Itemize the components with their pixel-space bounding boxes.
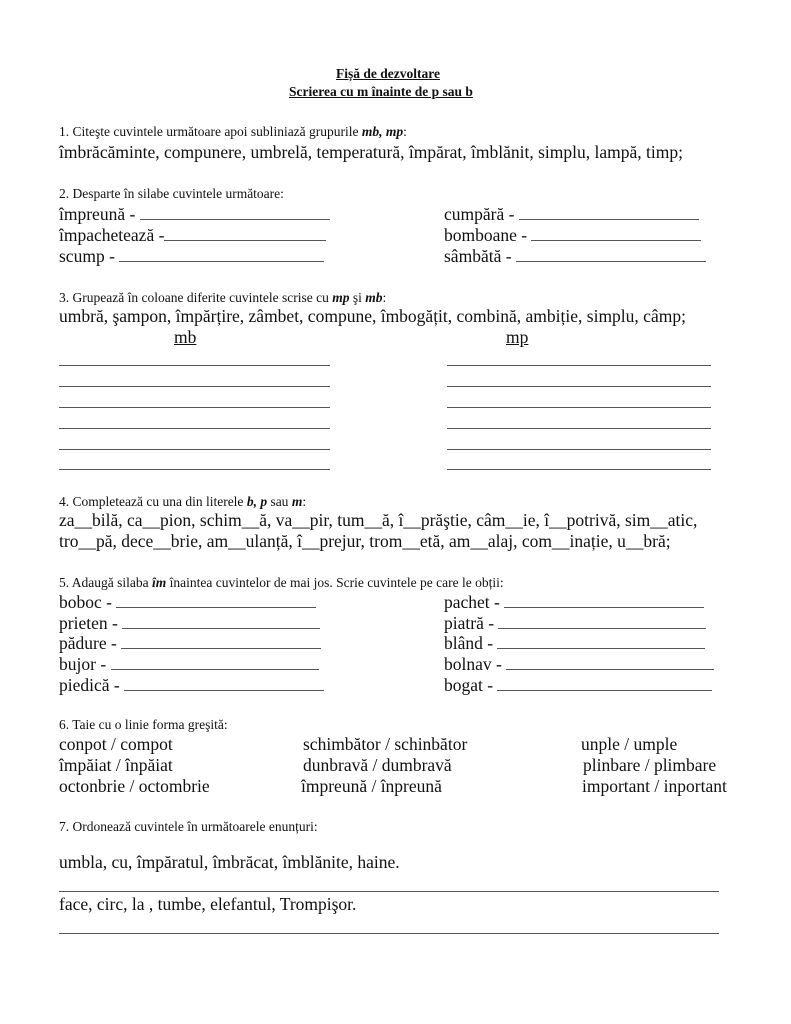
ex7-answer-line-2[interactable] xyxy=(59,933,719,934)
ex3-instruction-text: 3. Grupează în coloane diferite cuvintele scrise cu xyxy=(59,290,333,305)
ex3-mb-line-2[interactable] xyxy=(59,386,330,387)
ex5-word: bogat - xyxy=(444,675,494,695)
ex5-instruction-text: 5. Adaugă silaba xyxy=(59,575,152,590)
ex5-item-right-2 xyxy=(444,613,706,634)
ex2-word: cumpără - xyxy=(444,204,515,224)
ex4-instruction-mid: sau xyxy=(267,494,292,509)
ex6-pair[interactable]: schimbător / schinbător xyxy=(303,734,468,754)
ex3-instruction-suffix: : xyxy=(382,290,387,305)
answer-blank[interactable] xyxy=(124,676,324,691)
answer-blank[interactable] xyxy=(121,634,321,649)
ex3-mb-line-3[interactable] xyxy=(59,407,330,408)
ex3-emph-mp: mp xyxy=(332,290,350,305)
ex5-word: boboc - xyxy=(59,592,112,612)
answer-blank[interactable] xyxy=(531,226,701,241)
ex6-pair[interactable]: plinbare / plimbare xyxy=(583,755,717,775)
ex3-instruction-mid: şi xyxy=(349,290,366,305)
ex3-mb-line-6[interactable] xyxy=(59,469,330,470)
ex5-item-left-4 xyxy=(59,654,319,675)
ex5-instruction xyxy=(59,575,504,591)
answer-blank[interactable] xyxy=(111,655,319,670)
answer-blank[interactable] xyxy=(504,593,704,608)
answer-blank[interactable] xyxy=(497,676,712,691)
ex3-words: umbră, şampon, împărțire, zâmbet, compune, îmbogățit, combină, ambiție, simplu, câmp; xyxy=(59,306,686,326)
ex1-instruction xyxy=(59,124,407,140)
ex2-item-left-3 xyxy=(59,246,324,267)
ex5-item-left-5 xyxy=(59,675,324,696)
ex3-mp-line-5[interactable] xyxy=(447,449,711,450)
ex5-emph-im: îm xyxy=(151,575,167,590)
ex3-mp-line-1[interactable] xyxy=(447,365,711,366)
answer-blank[interactable] xyxy=(519,205,699,220)
ex1-instruction-emph: mb, mp xyxy=(361,124,404,139)
ex6-pair[interactable]: dunbravă / dumbravă xyxy=(303,755,452,775)
ex4-instruction-suffix: : xyxy=(302,494,307,509)
ex7-sentence-2: face, circ, la , tumbe, elefantul, Trompişor. xyxy=(59,894,357,914)
ex2-instruction: 2. Desparte în silabe cuvintele următoare: xyxy=(59,186,284,201)
ex2-word: scump - xyxy=(59,246,115,266)
answer-blank[interactable] xyxy=(164,226,326,241)
worksheet-subtitle: Scrierea cu m înainte de p sau b xyxy=(289,84,473,99)
ex3-mp-line-6[interactable] xyxy=(447,469,711,470)
ex2-item-left-1 xyxy=(59,204,330,225)
ex6-pair[interactable]: conpot / compot xyxy=(59,734,173,754)
answer-blank[interactable] xyxy=(116,593,316,608)
ex5-word: pachet - xyxy=(444,592,500,612)
ex6-pair[interactable]: unple / umple xyxy=(581,734,678,754)
ex3-mb-line-1[interactable] xyxy=(59,365,330,366)
worksheet-title: Fișă de dezvoltare xyxy=(336,66,440,81)
ex5-word: blând - xyxy=(444,633,494,653)
ex7-sentence-1: umbla, cu, împăratul, îmbrăcat, îmblănite, haine. xyxy=(59,852,400,872)
ex5-item-left-2 xyxy=(59,613,320,634)
answer-blank[interactable] xyxy=(506,655,714,670)
ex5-item-left-1 xyxy=(59,592,316,613)
ex3-instruction xyxy=(59,290,386,306)
ex2-word: bomboane - xyxy=(444,225,528,245)
ex6-pair[interactable]: octonbrie / octombrie xyxy=(59,776,210,796)
ex5-word: piatră - xyxy=(444,613,495,633)
ex4-instruction xyxy=(59,494,306,510)
ex1-instruction-text: 1. Citeşte cuvintele următoare apoi subliniază grupurile xyxy=(59,124,362,139)
answer-blank[interactable] xyxy=(516,247,706,262)
ex4-emph-bp: b, p xyxy=(246,494,268,509)
ex3-column-header-mp: mp xyxy=(506,327,529,347)
ex2-word: împachetează - xyxy=(59,225,165,245)
ex5-word: prieten - xyxy=(59,613,118,633)
ex5-item-right-4 xyxy=(444,654,714,675)
ex2-item-left-2 xyxy=(59,225,326,246)
ex4-line-1[interactable]: za__bilă, ca__pion, schim__ă, va__pir, tum__ă, î__prăştie, câm__ie, î__potrivă, sim__atic, xyxy=(59,510,698,530)
ex1-words: îmbrăcăminte, compunere, umbrelă, temperatură, împărat, îmblănit, simplu, lampă, timp; xyxy=(59,142,683,162)
ex3-emph-mb: mb xyxy=(365,290,383,305)
ex3-mb-line-5[interactable] xyxy=(59,449,330,450)
ex6-pair[interactable]: împăiat / înpăiat xyxy=(59,755,173,775)
ex3-mp-line-2[interactable] xyxy=(447,386,711,387)
ex3-mp-line-3[interactable] xyxy=(447,407,711,408)
ex4-emph-m: m xyxy=(291,494,303,509)
ex3-mp-line-4[interactable] xyxy=(447,428,711,429)
ex4-line-2[interactable]: tro__pă, dece__brie, am__ulanță, î__prejur, trom__etă, am__alaj, com__inație, u__bră; xyxy=(59,531,671,551)
ex3-column-header-mb: mb xyxy=(174,327,197,347)
ex6-pair[interactable]: împreună / înpreună xyxy=(301,776,442,796)
answer-blank[interactable] xyxy=(122,614,320,629)
ex4-instruction-text: 4. Completează cu una din literele xyxy=(59,494,247,509)
ex2-word: sâmbătă - xyxy=(444,246,512,266)
answer-blank[interactable] xyxy=(498,614,706,629)
answer-blank[interactable] xyxy=(140,205,330,220)
ex5-item-right-3 xyxy=(444,633,705,654)
ex7-answer-line-1[interactable] xyxy=(59,891,719,892)
ex5-item-right-5 xyxy=(444,675,712,696)
ex5-item-left-3 xyxy=(59,633,321,654)
ex5-word: bolnav - xyxy=(444,654,502,674)
ex2-item-right-1 xyxy=(444,204,699,225)
ex2-word: împreună - xyxy=(59,204,136,224)
ex6-pair[interactable]: important / inportant xyxy=(582,776,727,796)
ex5-word: bujor - xyxy=(59,654,107,674)
ex5-word: pădure - xyxy=(59,633,117,653)
ex5-word: piedică - xyxy=(59,675,120,695)
ex1-instruction-suffix: : xyxy=(403,124,407,139)
ex5-item-right-1 xyxy=(444,592,704,613)
answer-blank[interactable] xyxy=(119,247,324,262)
ex3-mb-line-4[interactable] xyxy=(59,428,330,429)
answer-blank[interactable] xyxy=(497,634,705,649)
ex7-instruction: 7. Ordonează cuvintele în următoarele enunțuri: xyxy=(59,819,318,834)
ex2-item-right-3 xyxy=(444,246,706,267)
ex6-instruction: 6. Taie cu o linie forma greşită: xyxy=(59,717,228,732)
ex5-instruction-suffix: înaintea cuvintelor de mai jos. Scrie cuvintele pe care le obții: xyxy=(166,575,504,590)
ex2-item-right-2 xyxy=(444,225,701,246)
